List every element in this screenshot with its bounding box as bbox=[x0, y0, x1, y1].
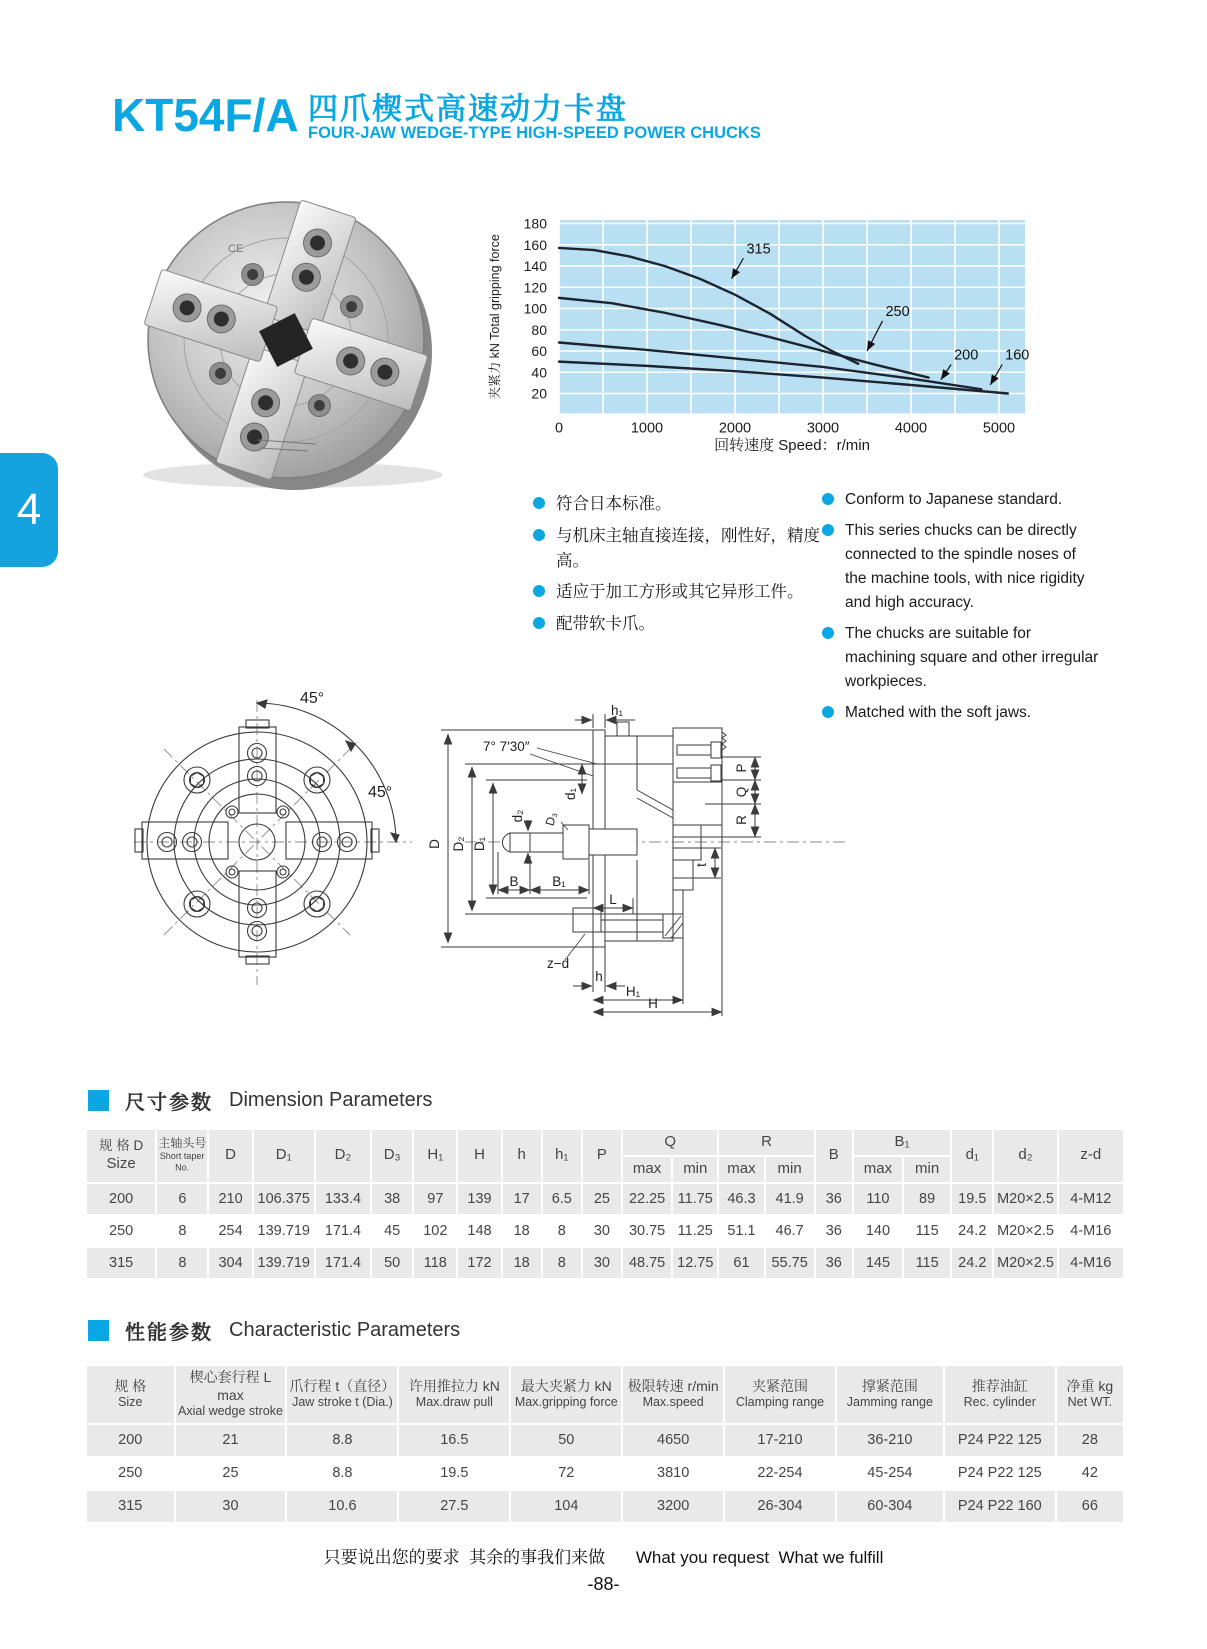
table-cell: 12.75 bbox=[673, 1248, 717, 1278]
section-square-icon bbox=[88, 1090, 109, 1111]
y-tick-label: 60 bbox=[531, 343, 547, 359]
table-cell: 148 bbox=[458, 1216, 500, 1246]
table-cell: 4-M16 bbox=[1059, 1216, 1123, 1246]
table-cell: 115 bbox=[904, 1248, 950, 1278]
column-header: d₁ bbox=[952, 1130, 992, 1182]
footer-slogan bbox=[0, 1543, 1207, 1568]
bullet-dot-icon bbox=[533, 529, 545, 541]
table-cell: 171.4 bbox=[316, 1216, 370, 1246]
table-row bbox=[87, 1216, 1123, 1246]
column-header: H₁ bbox=[414, 1130, 456, 1182]
curve-label-200: 200 bbox=[954, 347, 979, 364]
column-header: 净重 kg Net WT. bbox=[1057, 1366, 1123, 1423]
x-tick-label: 3000 bbox=[806, 420, 840, 437]
curve-label-160: 160 bbox=[1005, 347, 1030, 364]
table-cell: 41.9 bbox=[766, 1184, 814, 1214]
table-cell: 8 bbox=[157, 1248, 207, 1278]
table-cell: 139.719 bbox=[254, 1216, 314, 1246]
table-cell: 30 bbox=[176, 1491, 286, 1522]
table-row bbox=[87, 1248, 1123, 1278]
table-cell: 304 bbox=[209, 1248, 251, 1278]
dim-label-d1: d₁ bbox=[563, 787, 578, 801]
column-header: 规 格 Size bbox=[87, 1366, 174, 1423]
column-group-header: B₁ bbox=[854, 1130, 950, 1155]
table-cell: 28 bbox=[1057, 1425, 1123, 1456]
feature-text: 配带软卡爪。 bbox=[556, 615, 655, 633]
feature-item bbox=[533, 524, 823, 574]
table-header-row bbox=[87, 1130, 1123, 1155]
y-tick-label: 180 bbox=[523, 215, 547, 232]
table-cell: 3200 bbox=[623, 1491, 723, 1522]
product-model-title: KT54F/A bbox=[112, 89, 299, 141]
dim-label-D1: D₁ bbox=[472, 836, 487, 852]
table-cell: 46.3 bbox=[719, 1184, 763, 1214]
dim-label-zd: z−d bbox=[547, 956, 570, 971]
column-header: D₃ bbox=[372, 1130, 412, 1182]
table-cell: 45-254 bbox=[837, 1458, 943, 1489]
column-header: h₁ bbox=[543, 1130, 581, 1182]
table-cell: 26-304 bbox=[725, 1491, 835, 1522]
y-tick-label: 160 bbox=[523, 236, 547, 253]
table-cell: 22.25 bbox=[623, 1184, 671, 1214]
table-cell: 97 bbox=[414, 1184, 456, 1214]
column-header: P bbox=[583, 1130, 621, 1182]
table-cell: 36 bbox=[816, 1184, 852, 1214]
column-header: max bbox=[719, 1157, 763, 1182]
x-tick-label: 0 bbox=[554, 420, 564, 437]
table-cell: 11.75 bbox=[673, 1184, 717, 1214]
column-header: max bbox=[854, 1157, 902, 1182]
table-cell: 55.75 bbox=[766, 1248, 814, 1278]
table-cell: 133.4 bbox=[316, 1184, 370, 1214]
table-cell: 19.5 bbox=[399, 1458, 509, 1489]
table-cell: 30 bbox=[583, 1216, 621, 1246]
table-cell: 11.25 bbox=[673, 1216, 717, 1246]
table-cell: 30 bbox=[583, 1248, 621, 1278]
bullet-dot-icon bbox=[533, 585, 545, 597]
table-row bbox=[87, 1184, 1123, 1214]
section-title-cn: 尺寸参数 bbox=[125, 1092, 213, 1114]
table-cell: 22-254 bbox=[725, 1458, 835, 1489]
table-cell: 24.2 bbox=[952, 1248, 992, 1278]
table-cell: 200 bbox=[87, 1425, 174, 1456]
bullet-dot-icon bbox=[822, 524, 834, 536]
feature-item bbox=[533, 612, 823, 637]
chuck-photo bbox=[108, 190, 473, 490]
table-cell: 140 bbox=[854, 1216, 902, 1246]
column-group-header: Q bbox=[623, 1130, 717, 1155]
table-cell: 145 bbox=[854, 1248, 902, 1278]
dim-label-h1: h₁ bbox=[611, 703, 624, 718]
table-cell: 315 bbox=[87, 1248, 155, 1278]
table-cell: 8 bbox=[157, 1216, 207, 1246]
column-header: D₂ bbox=[316, 1130, 370, 1182]
feature-text: Matched with the soft jaws. bbox=[845, 704, 1032, 722]
x-tick-label: 4000 bbox=[894, 420, 928, 437]
characteristic-section-heading bbox=[88, 1316, 460, 1345]
column-header: 夹紧范围 Clamping range bbox=[725, 1366, 835, 1423]
feature-text: The chucks are suitable for machining square and other irregular workpieces. bbox=[845, 625, 1099, 691]
table-cell: 250 bbox=[87, 1458, 174, 1489]
column-header: 推荐油缸 Rec. cylinder bbox=[945, 1366, 1055, 1423]
dim-label-P: P bbox=[734, 763, 749, 773]
feature-item bbox=[822, 488, 1100, 512]
bullet-dot-icon bbox=[822, 493, 834, 505]
bullet-dot-icon bbox=[822, 627, 834, 639]
dim-label-t: t bbox=[694, 863, 709, 867]
table-cell: 118 bbox=[414, 1248, 456, 1278]
column-header: z-d bbox=[1059, 1130, 1123, 1182]
section-title-cn: 性能参数 bbox=[125, 1322, 213, 1344]
dim-label-B1: B₁ bbox=[552, 874, 566, 889]
chuck-photo-art bbox=[108, 190, 473, 490]
column-header: d₂ bbox=[994, 1130, 1056, 1182]
table-cell: 210 bbox=[209, 1184, 251, 1214]
column-header: D₁ bbox=[254, 1130, 314, 1182]
table-cell: 18 bbox=[503, 1248, 541, 1278]
column-header: 主轴头号 Short taper No. bbox=[157, 1130, 207, 1182]
bullet-dot-icon bbox=[533, 617, 545, 629]
table-cell: 8.8 bbox=[287, 1425, 397, 1456]
column-header: min bbox=[766, 1157, 814, 1182]
y-tick-label: 140 bbox=[523, 258, 547, 274]
table-cell: 4650 bbox=[623, 1425, 723, 1456]
table-cell: 17 bbox=[503, 1184, 541, 1214]
table-cell: 36 bbox=[816, 1216, 852, 1246]
feature-item bbox=[533, 580, 823, 605]
front-view-drawing bbox=[122, 645, 457, 995]
ce-marking: CE bbox=[228, 243, 244, 255]
y-tick-label: 20 bbox=[531, 385, 547, 402]
dimension-table bbox=[85, 1128, 1125, 1280]
footer-slogan-en: What you request What we fulfill bbox=[635, 1548, 884, 1567]
angle-label: 45° bbox=[300, 690, 325, 707]
table-cell: 10.6 bbox=[287, 1491, 397, 1522]
dim-label-B: B bbox=[509, 874, 519, 889]
column-header: 许用推拉力 kN Max.draw pull bbox=[399, 1366, 509, 1423]
y-tick-label: 80 bbox=[531, 321, 547, 338]
table-cell: 24.2 bbox=[952, 1216, 992, 1246]
dim-label-L: L bbox=[609, 892, 617, 907]
table-cell: 45 bbox=[372, 1216, 412, 1246]
dim-label-Q: Q bbox=[734, 786, 749, 798]
table-cell: 66 bbox=[1057, 1491, 1123, 1522]
table-cell: 38 bbox=[372, 1184, 412, 1214]
table-header-row bbox=[87, 1366, 1123, 1423]
table-row bbox=[87, 1491, 1123, 1522]
section-view-drawing bbox=[425, 652, 1000, 1024]
column-header: 规 格 D Size bbox=[87, 1130, 155, 1182]
column-header: D bbox=[209, 1130, 251, 1182]
dim-label-R: R bbox=[734, 815, 749, 825]
table-cell: 42 bbox=[1057, 1458, 1123, 1489]
table-cell: 110 bbox=[854, 1184, 902, 1214]
column-header: 最大夹紧力 kN Max.gripping force bbox=[511, 1366, 621, 1423]
dim-label-H: H bbox=[648, 996, 658, 1011]
table-cell: 6.5 bbox=[543, 1184, 581, 1214]
column-header: 爪行程 t（直径） Jaw stroke t (Dia.) bbox=[287, 1366, 397, 1423]
table-cell: 102 bbox=[414, 1216, 456, 1246]
dim-label-D: D bbox=[427, 839, 442, 849]
dimension-section-heading bbox=[88, 1086, 432, 1115]
column-group-header: R bbox=[719, 1130, 813, 1155]
table-cell: 254 bbox=[209, 1216, 251, 1246]
feature-text: 适应于加工方形或其它异形工件。 bbox=[556, 583, 804, 602]
feature-text: 与机床主轴直接连接，刚性好，精度高。 bbox=[556, 526, 820, 570]
table-cell: P24 P22 160 bbox=[945, 1491, 1055, 1522]
y-tick-label: 120 bbox=[523, 279, 547, 296]
column-header: 楔心套行程 L max Axial wedge stroke bbox=[176, 1366, 286, 1423]
table-cell: 171.4 bbox=[316, 1248, 370, 1278]
table-cell: 4-M16 bbox=[1059, 1248, 1123, 1278]
table-cell: 60-304 bbox=[837, 1491, 943, 1522]
table-cell: P24 P22 125 bbox=[945, 1425, 1055, 1456]
table-cell: 104 bbox=[511, 1491, 621, 1522]
column-header: h bbox=[503, 1130, 541, 1182]
section-title-en: Dimension Parameters bbox=[229, 1089, 433, 1111]
product-title-english: FOUR-JAW WEDGE-TYPE HIGH-SPEED POWER CHUCKS bbox=[308, 124, 761, 142]
table-cell: M20×2.5 bbox=[994, 1248, 1056, 1278]
bullet-dot-icon bbox=[533, 497, 545, 509]
column-header: min bbox=[673, 1157, 717, 1182]
curve-label-315: 315 bbox=[746, 241, 771, 258]
section-square-icon bbox=[88, 1320, 109, 1341]
table-cell: 315 bbox=[87, 1491, 174, 1522]
table-cell: 16.5 bbox=[399, 1425, 509, 1456]
table-cell: 106.375 bbox=[254, 1184, 314, 1214]
table-cell: 61 bbox=[719, 1248, 763, 1278]
y-tick-label: 40 bbox=[531, 364, 547, 381]
table-cell: 115 bbox=[904, 1216, 950, 1246]
table-cell: 30.75 bbox=[623, 1216, 671, 1246]
table-cell: 3810 bbox=[623, 1458, 723, 1489]
x-tick-label: 5000 bbox=[982, 420, 1016, 437]
table-cell: 8 bbox=[543, 1248, 581, 1278]
table-cell: 200 bbox=[87, 1184, 155, 1214]
curve-label-250: 250 bbox=[885, 303, 910, 320]
feature-text: 符合日本标准。 bbox=[556, 495, 672, 513]
table-cell: 89 bbox=[904, 1184, 950, 1214]
section-title-en: Characteristic Parameters bbox=[229, 1319, 461, 1341]
feature-item bbox=[822, 519, 1100, 615]
y-axis-label: 夹紧力 kN Total gripping force bbox=[488, 234, 502, 400]
table-cell: 19.5 bbox=[952, 1184, 992, 1214]
dim-label-D3: D₃ bbox=[542, 810, 560, 828]
chapter-tab: 4 bbox=[0, 453, 58, 567]
x-tick-label: 1000 bbox=[630, 420, 664, 437]
page-number: -88- bbox=[587, 1574, 620, 1594]
table-cell: 36 bbox=[816, 1248, 852, 1278]
table-cell: 51.1 bbox=[719, 1216, 763, 1246]
table-cell: 250 bbox=[87, 1216, 155, 1246]
table-cell: 4-M12 bbox=[1059, 1184, 1123, 1214]
x-axis-label: 回转速度 Speed：r/min bbox=[714, 437, 870, 454]
characteristic-table bbox=[85, 1364, 1125, 1524]
table-cell: 139 bbox=[458, 1184, 500, 1214]
gripping-force-chart bbox=[485, 198, 1050, 463]
column-header: 极限转速 r/min Max.speed bbox=[623, 1366, 723, 1423]
column-header: min bbox=[904, 1157, 950, 1182]
angle-label: 45° bbox=[368, 784, 393, 801]
dim-label-d2: d₂ bbox=[510, 809, 525, 823]
table-cell: 25 bbox=[176, 1458, 286, 1489]
dim-label-h: h bbox=[595, 969, 603, 984]
table-cell: 8.8 bbox=[287, 1458, 397, 1489]
feature-item bbox=[533, 492, 823, 517]
table-cell: 18 bbox=[503, 1216, 541, 1246]
feature-text: This series chucks can be directly connected to the spindle noses of the machine tools, with nice rigidity and high accuracy. bbox=[845, 522, 1085, 612]
table-cell: 46.7 bbox=[766, 1216, 814, 1246]
product-title-chinese: 四爪楔式高速动力卡盘 bbox=[308, 93, 628, 126]
table-cell: P24 P22 125 bbox=[945, 1458, 1055, 1489]
table-cell: M20×2.5 bbox=[994, 1184, 1056, 1214]
table-cell: 72 bbox=[511, 1458, 621, 1489]
column-header: max bbox=[623, 1157, 671, 1182]
table-cell: 36-210 bbox=[837, 1425, 943, 1456]
table-cell: M20×2.5 bbox=[994, 1216, 1056, 1246]
table-cell: 27.5 bbox=[399, 1491, 509, 1522]
dim-label-angle: 7° 7′30″ bbox=[483, 739, 530, 754]
table-cell: 6 bbox=[157, 1184, 207, 1214]
dim-label-D2: D₂ bbox=[451, 836, 466, 852]
table-cell: 139.719 bbox=[254, 1248, 314, 1278]
column-header: 撑紧范围 Jamming range bbox=[837, 1366, 943, 1423]
feature-list-chinese bbox=[533, 492, 823, 644]
table-cell: 21 bbox=[176, 1425, 286, 1456]
column-header: B bbox=[816, 1130, 852, 1182]
table-cell: 25 bbox=[583, 1184, 621, 1214]
x-tick-label: 2000 bbox=[718, 420, 752, 437]
dim-label-H1: H₁ bbox=[625, 984, 641, 999]
footer-slogan-cn: 只要说出您的要求 其余的事我们来做 bbox=[323, 1548, 606, 1567]
y-tick-label: 100 bbox=[523, 300, 547, 317]
table-row bbox=[87, 1458, 1123, 1489]
table-cell: 8 bbox=[543, 1216, 581, 1246]
table-cell: 17-210 bbox=[725, 1425, 835, 1456]
table-cell: 50 bbox=[372, 1248, 412, 1278]
column-header: H bbox=[458, 1130, 500, 1182]
table-cell: 172 bbox=[458, 1248, 500, 1278]
table-cell: 50 bbox=[511, 1425, 621, 1456]
feature-text: Conform to Japanese standard. bbox=[845, 491, 1063, 508]
table-cell: 48.75 bbox=[623, 1248, 671, 1278]
table-row bbox=[87, 1425, 1123, 1456]
